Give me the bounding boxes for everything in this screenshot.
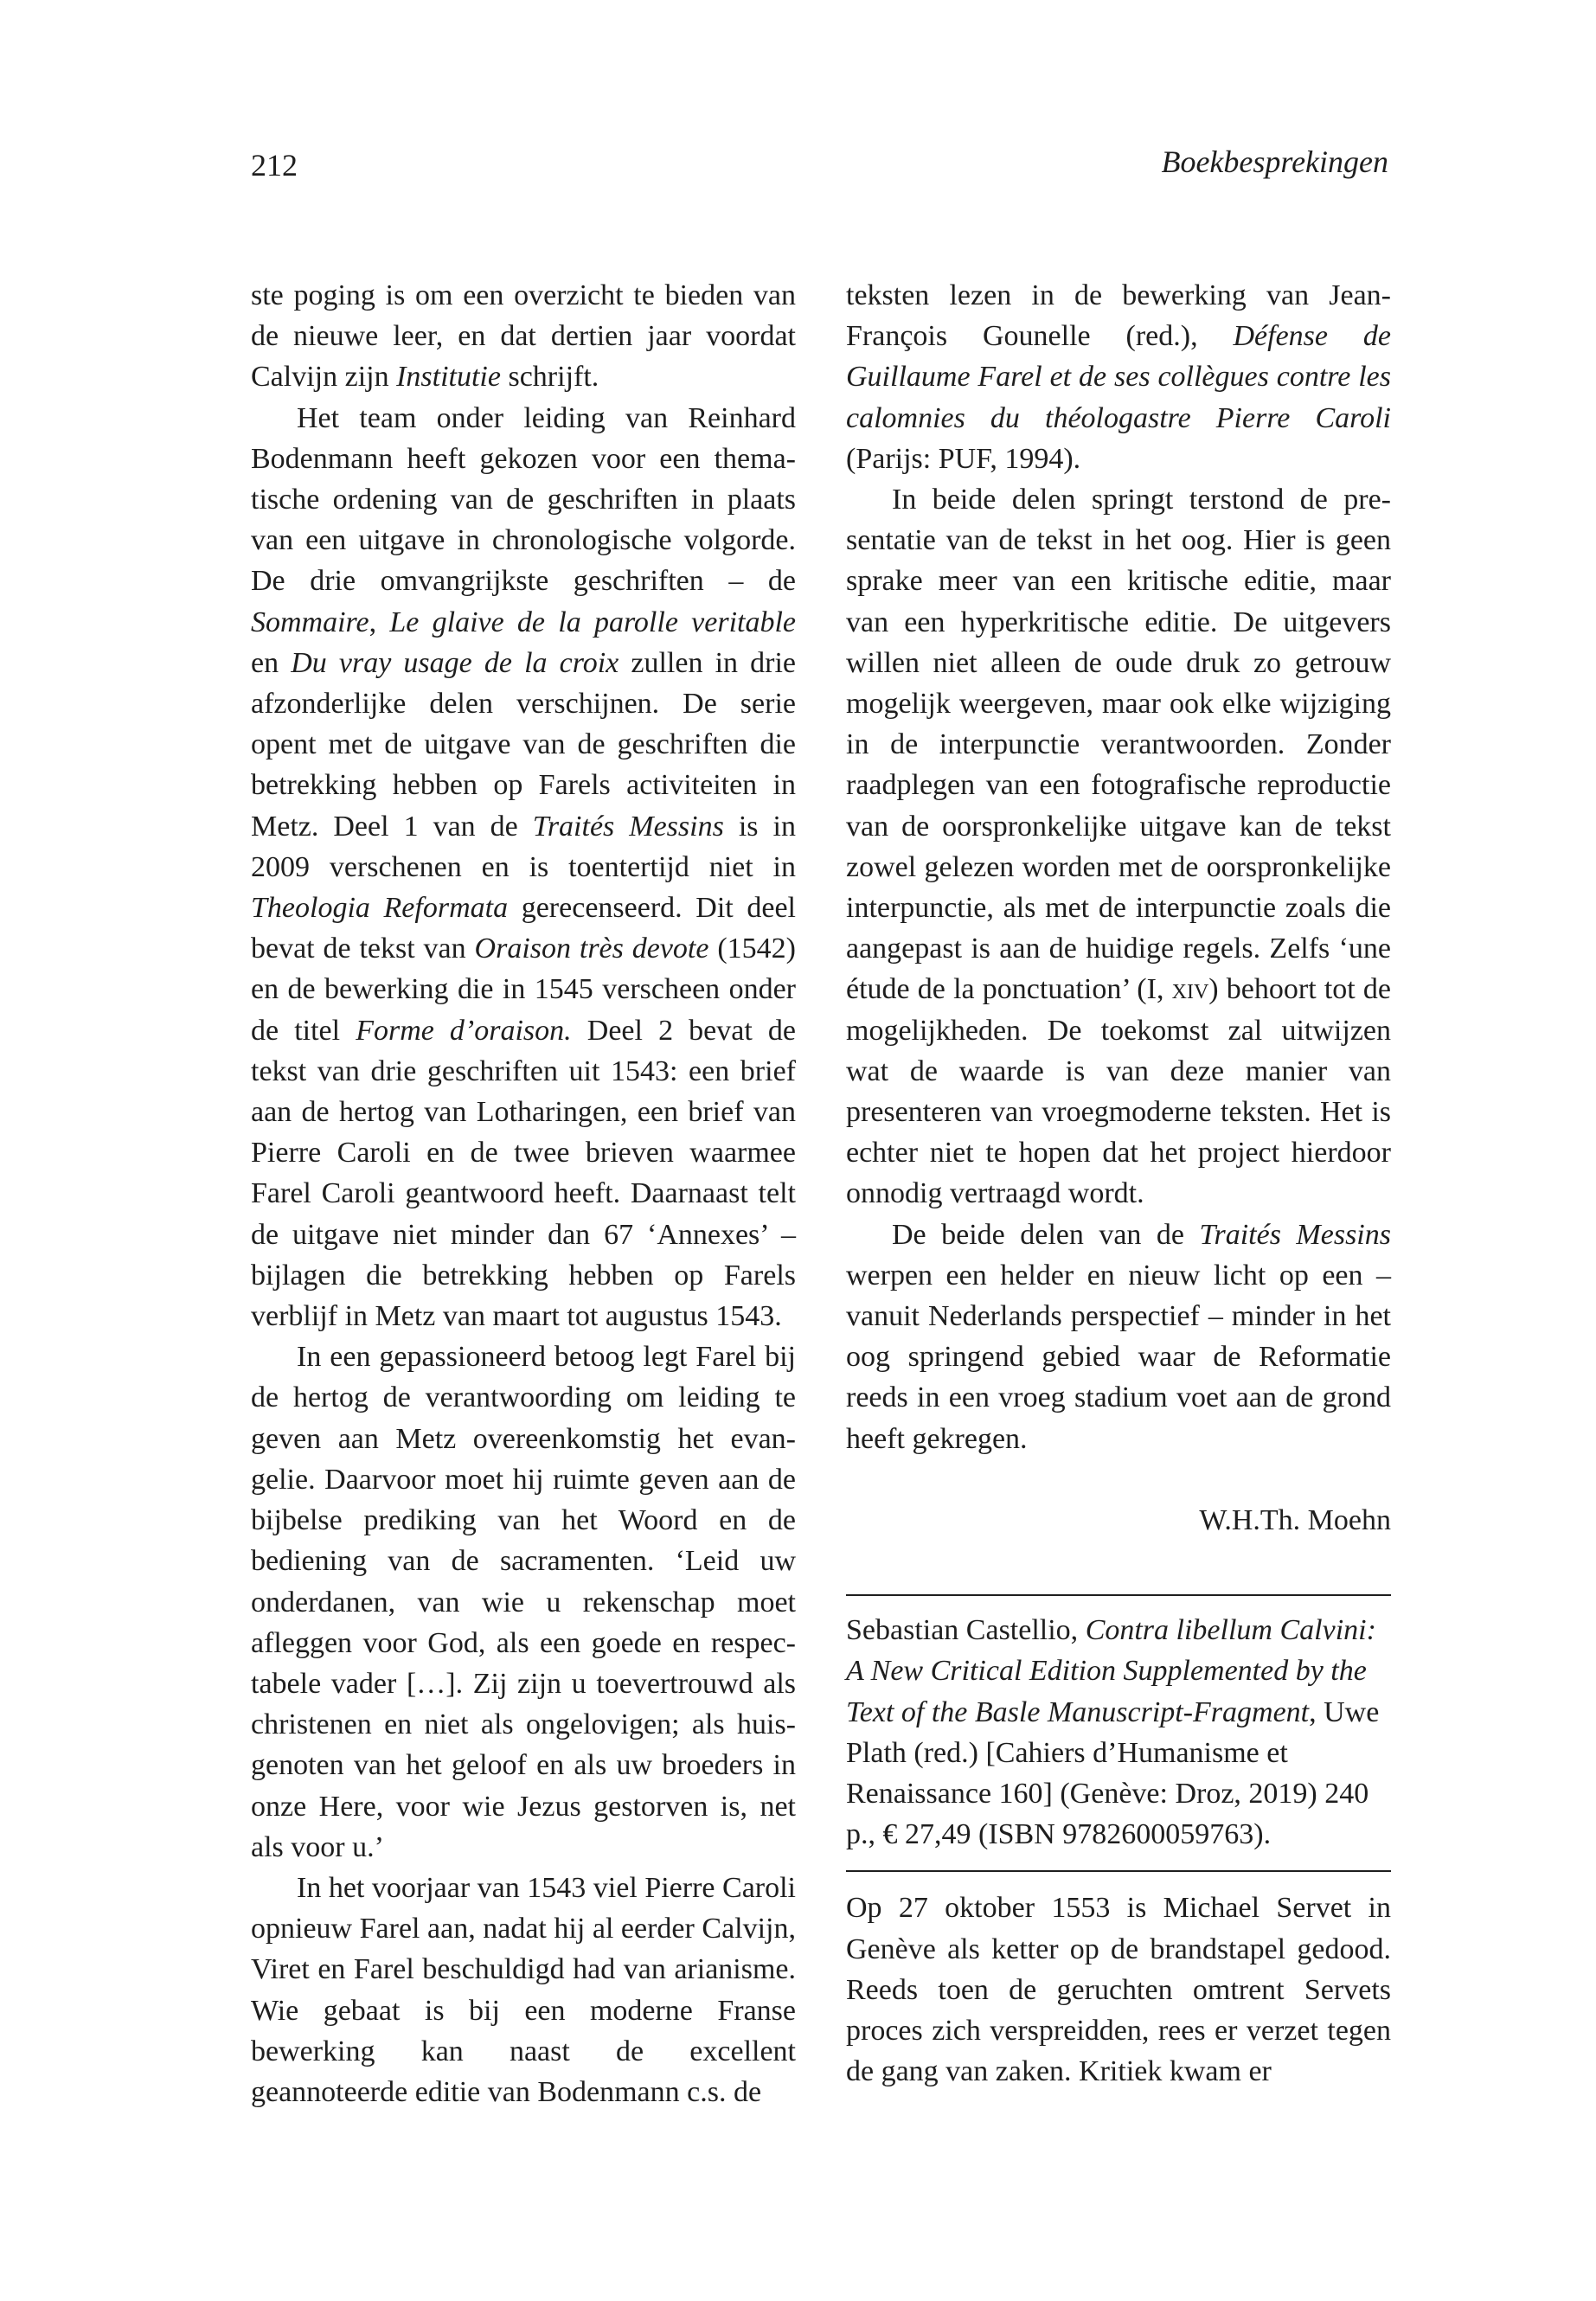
text-run: zullen in drie afzonderlijke delen verschijnen. De serie opent met de uitgave van de geschriften die betrekking hebben op Farels activiteiten in Metz. Deel 1 van de <box>251 646 796 843</box>
text-run: Het team onder leiding van Reinhard Bodenmann heeft gekozen voor een thematische ordening van de geschriften in plaats van een uitgave in chronologische volgorde. De drie omvangrijkste geschriften – de <box>251 401 796 598</box>
italic-title: Sommaire <box>251 606 369 638</box>
book-entry <box>846 1610 1391 1855</box>
text-run: ) behoort tot de mogelijkheden. De toekomst zal uitwijzen wat de waarde is van deze manier van presenteren van vroegmoderne teksten. Het is echter niet te hopen dat het project hierdoor onnodig vertraagd wordt. <box>846 973 1391 1210</box>
text-run: werpen een helder en nieuw licht op een – vanuit Nederlands perspectief – minder in het oog springend gebied waar de Reformatie reeds in een vroeg stadium voet aan de grond heeft gekregen. <box>846 1259 1391 1455</box>
paragraph <box>846 275 1391 479</box>
italic-title: Theologia Reformata <box>251 892 509 925</box>
book-title: Contra libellum Calvini: A New Critical Edition Supplemented by the Text of the Basle Manuscript-Fragment <box>846 1614 1376 1728</box>
paragraph: In een gepassioneerd betoog legt Farel bij de hertog de verantwoording om leiding te geven aan Metz overeenkomstig het evangelie. Daarvoor moet hij ruimte geven aan de bijbelse prediking van het Woord en de bediening van de sacramenten. ‘Leid uw onderdanen, van wie u rekenschap moet afleggen voor God, als een goede en respectabele vader […]. Zij zijn u toevertrouwd als christenen en niet als ongelovigen; als huisgenoten van het geloof en als uw broeders in onze Here, voor wie Jezus gestorven is, net als voor u.’ <box>251 1341 796 1863</box>
small-caps-numeral: xiv <box>1171 973 1209 1006</box>
divider-rule <box>846 1870 1391 1872</box>
paragraph: In het voorjaar van 1543 viel Pierre Caroli opnieuw Farel aan, nadat hij al eerder Calvijn, Viret en Farel beschuldigd had van arianisme. Wie gebaat is bij een moderne Franse bewerking kan naast de excellent geannoteerde editie van Bodenmann c.s. de <box>251 1871 796 2108</box>
text-run: (1542) en de bewerking die in 1545 verscheen onder de titel <box>251 933 796 1047</box>
text-run: teksten lezen in de bewerking van Jean-François Gounelle (red.), <box>846 279 1391 353</box>
paragraph <box>251 275 796 398</box>
text-run: Deel 2 bevat de tekst van drie geschriften uit 1543: een brief aan de hertog van Lotharingen, een brief van Pierre Caroli en de twee brieven waarmee Farel Caroli geantwoord heeft. Daarnaast telt de uitgave niet minder dan 67 ‘Annexes’ – bijlagen die betrekking hebben op Farels verblijf in Metz van maart tot augustus 1543. <box>251 1014 796 1333</box>
text-run: schrijft. <box>500 361 599 394</box>
italic-title: Institutie <box>396 361 501 394</box>
italic-title: Défense de Guillaume Farel et de ses collègues contre les calomnies du théologastre Pierre Caroli <box>846 320 1391 434</box>
right-column <box>846 275 1391 2092</box>
running-title: Boekbesprekingen <box>1161 144 1388 179</box>
text-run: gerecenseerd. Dit deel bevat de tekst van <box>251 892 796 965</box>
paragraph: Op 27 oktober 1553 is Michael Servet in Genève als ketter op de brandstapel gedood. Reeds toen de geruchten omtrent Servets proces zich verspreidden, rees er verzet tegen de gang van zaken. Kritiek kwam er <box>846 1892 1391 2088</box>
text-run: De beide delen van de <box>892 1218 1200 1251</box>
text-run: In beide delen springt terstond de presentatie van de tekst in het oog. Hier is geen sprake meer van een kritische editie, maar van een hyperkritische editie. De uitgevers willen niet alleen de oude druk zo getrouw mogelijk weergeven, maar ook elke wijziging in de interpunctie verantwoorden. Zonder raadplegen van een fotografische reproductie van de oorspronkelijke uitgave kan de tekst zowel gelezen worden met de oorspronkelijke interpunctie, als met de interpunctie zoals die aangepast is aan de huidige regels. Zelfs ‘une étude de la ponctuation’ (I, <box>846 484 1391 1006</box>
paragraph <box>251 398 796 1337</box>
text-run: , <box>369 606 390 638</box>
paragraph <box>846 1215 1391 1459</box>
text-run: is in 2009 verschenen en is toentertijd niet in <box>251 810 796 883</box>
italic-title: Traités Messins <box>1199 1218 1391 1251</box>
paragraph <box>846 479 1391 1215</box>
divider-rule <box>846 1594 1391 1596</box>
text-run: en <box>251 646 292 679</box>
reviewer-signature: W.H.Th. Moehn <box>1199 1503 1391 1536</box>
page-number: 212 <box>251 148 298 183</box>
book-details: , Uwe Plath (red.) [Cahiers d’Humanisme et Renaissance 160] (Genève: Droz, 2019) 240 p., € 27,49 (ISBN 9782600059763). <box>846 1695 1380 1851</box>
left-column <box>251 275 796 2112</box>
italic-title: Du vray usage de la croix <box>291 646 619 679</box>
text-run: (Parijs: PUF, 1994). <box>846 442 1081 475</box>
italic-title: Forme d’oraison. <box>356 1014 572 1047</box>
italic-title: Traités Messins <box>532 810 724 843</box>
text-run: ste poging is om een overzicht te bieden van de nieuwe leer, en dat dertien jaar voordat Calvijn zijn <box>251 279 796 394</box>
book-author: Sebastian Castellio, <box>846 1614 1086 1647</box>
italic-title: Le glaive de la parolle veritable <box>389 606 796 638</box>
italic-title: Oraison très devote <box>474 933 709 965</box>
